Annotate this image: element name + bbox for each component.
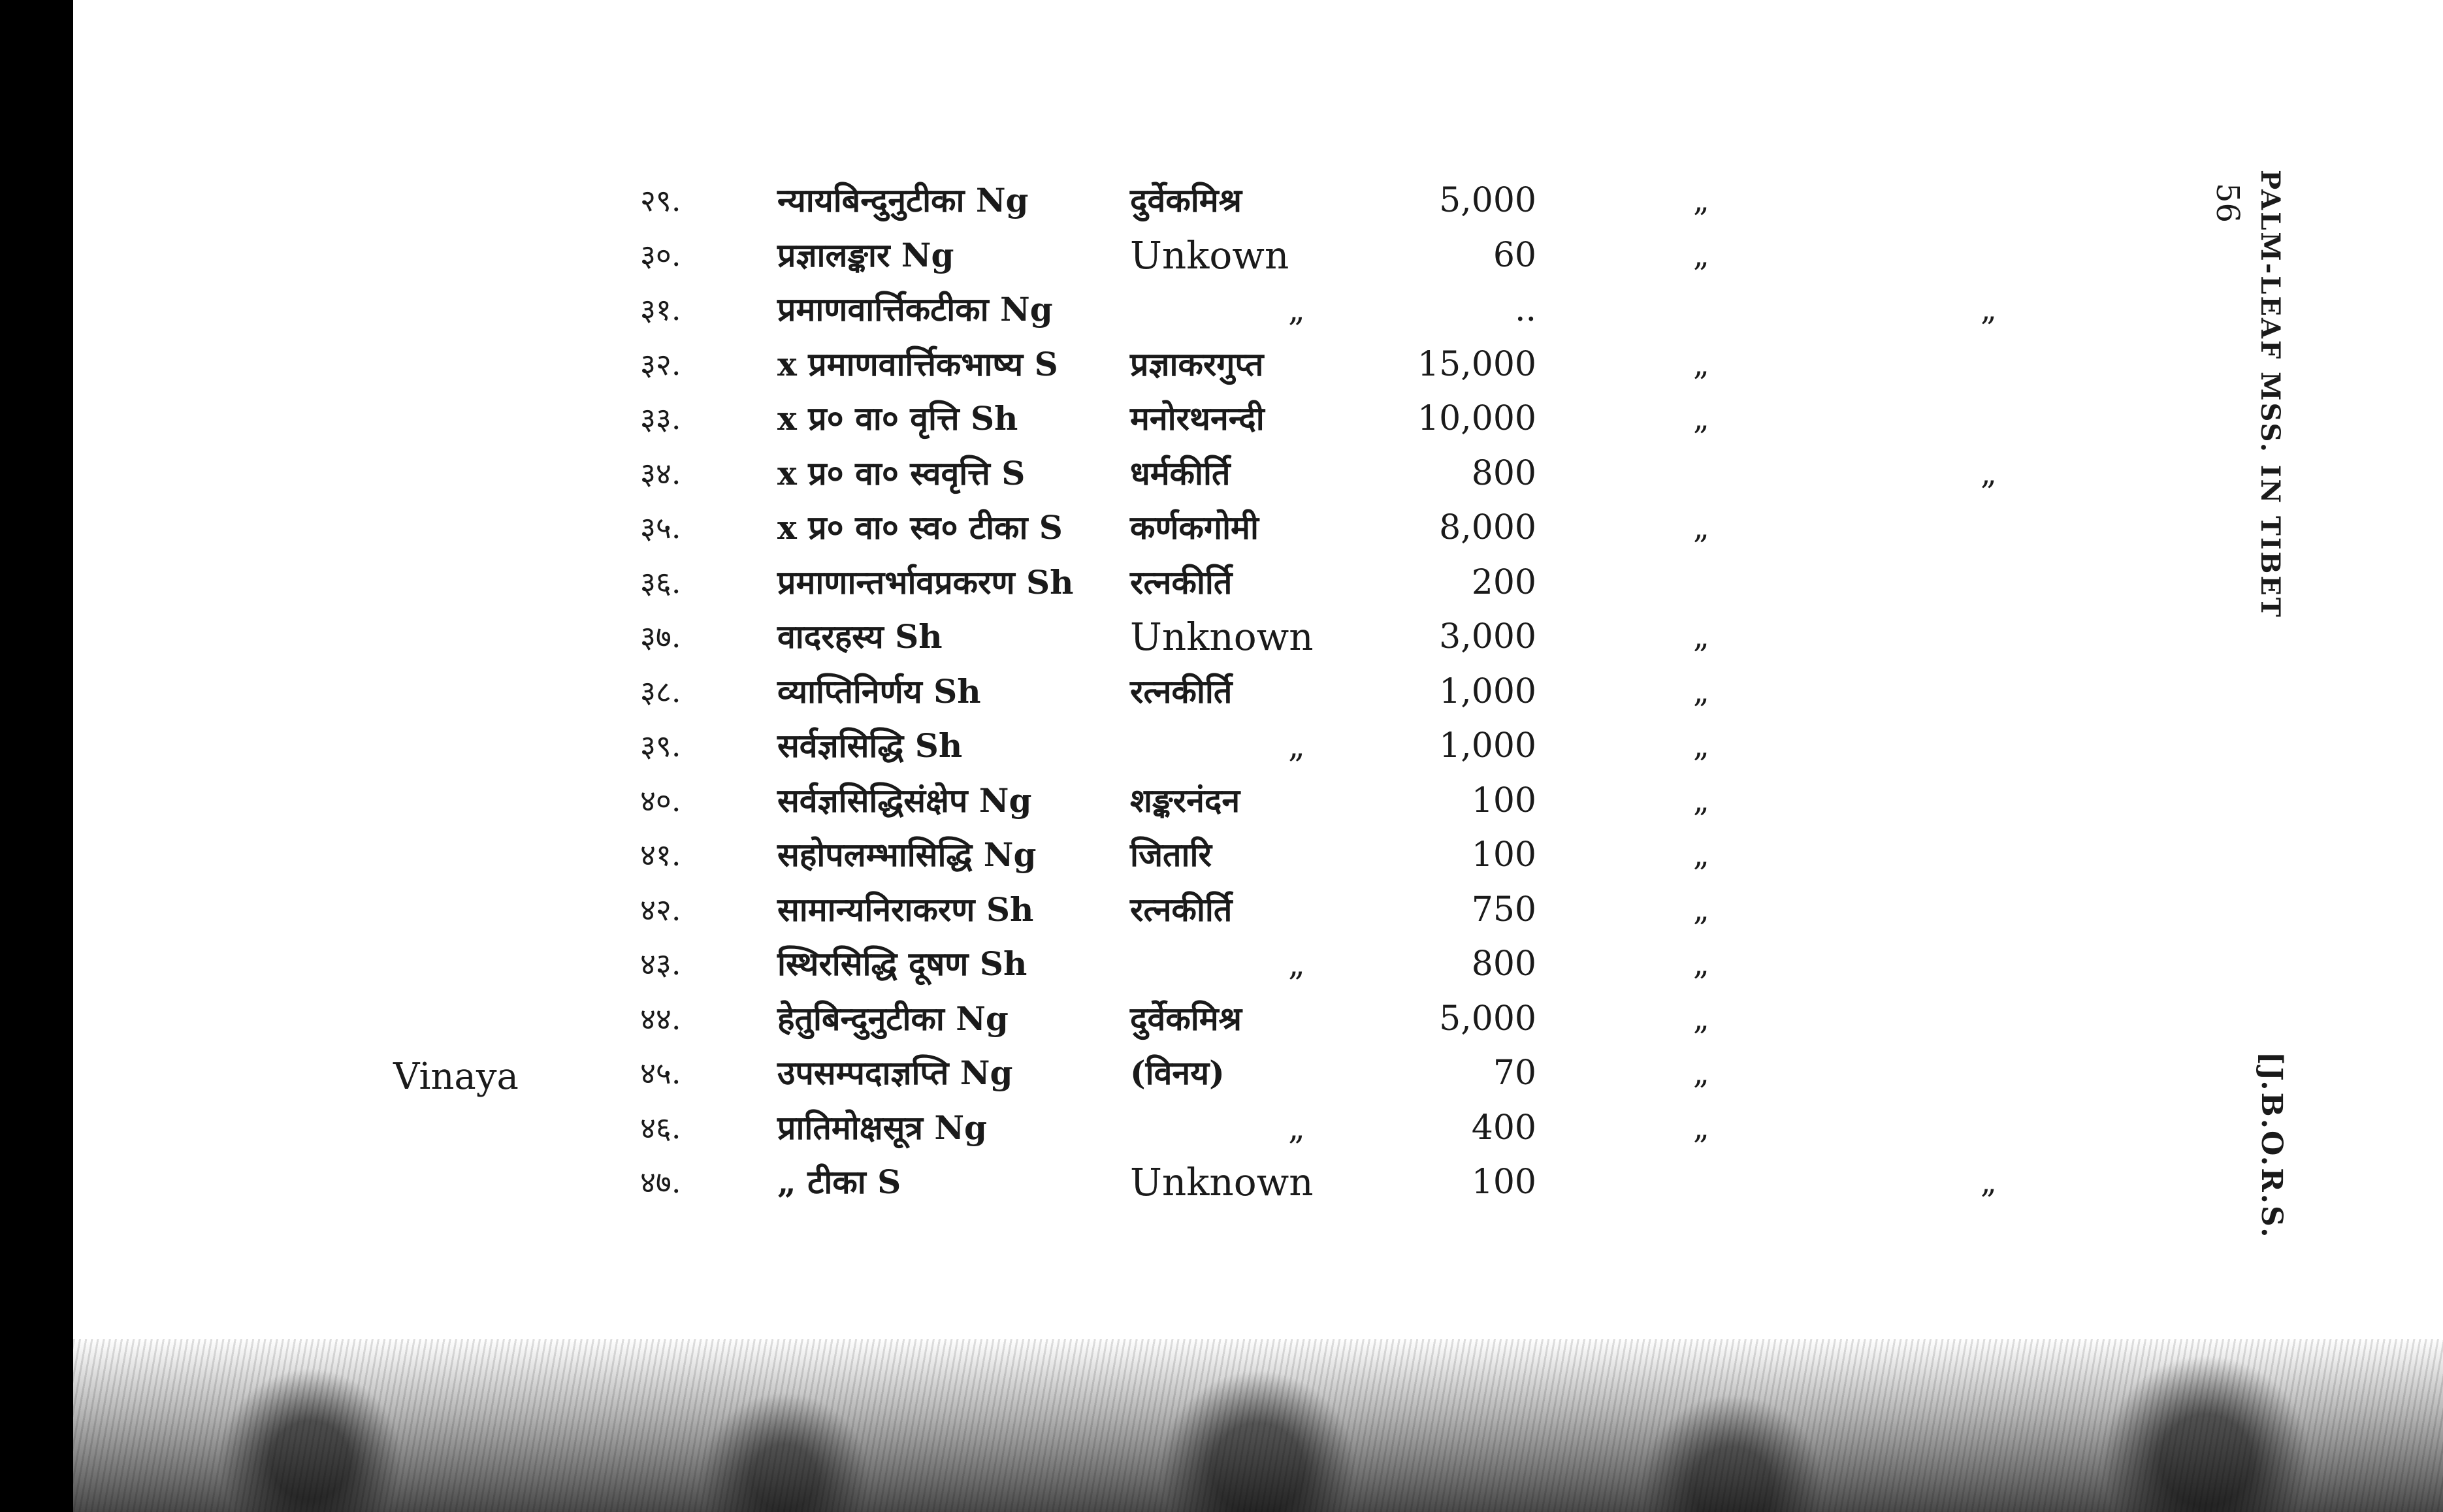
table-row: [73, 937, 2033, 991]
table-row: [73, 609, 2033, 664]
author-name: Unkown: [1130, 233, 1289, 278]
ditto-mark-a: „: [1693, 1109, 1709, 1146]
author-name: जितारि: [1130, 835, 1212, 874]
table-row: [73, 664, 2033, 719]
entry-number: ३५.: [640, 510, 681, 545]
entry-number: ३६.: [640, 564, 681, 600]
table-row: [73, 1101, 2033, 1155]
document-page: [73, 0, 2443, 1512]
entry-number: ४७.: [640, 1165, 681, 1200]
author-name: „: [1288, 945, 1305, 983]
table-row: [73, 991, 2033, 1046]
entry-number: ३९.: [640, 728, 681, 764]
work-title: „ टीका S: [777, 1163, 901, 1201]
entry-number: ४३.: [640, 946, 681, 982]
entry-number: २९.: [640, 183, 681, 218]
author-name: दुर्वेकमिश्र: [1130, 999, 1242, 1038]
table-row: [73, 500, 2033, 555]
work-title: सहोपलम्भासिद्धि Ng: [777, 835, 1037, 874]
author-name: रत्नकीर्ति: [1130, 562, 1233, 602]
verse-count: 400: [1471, 1108, 1536, 1148]
work-title: प्रमाणवार्त्तिकटीका Ng: [777, 290, 1053, 329]
work-title: व्याप्तिनिर्णय Sh: [777, 671, 981, 711]
author-name: Unknown: [1130, 1160, 1314, 1204]
table-row: [73, 391, 2033, 446]
table-row: [73, 718, 2033, 773]
work-title: उपसम्पदाज्ञप्ति Ng: [777, 1054, 1013, 1092]
entry-number: ४४.: [640, 1001, 681, 1037]
scan-edge-shadow: [0, 0, 73, 1512]
ditto-mark-b: „: [1981, 455, 1997, 492]
author-name: मनोरथनन्दी: [1130, 399, 1265, 438]
verse-count: 10,000: [1417, 399, 1536, 438]
verse-count: 5,000: [1439, 181, 1536, 220]
author-name: रत्नकीर्ति: [1130, 671, 1233, 711]
verse-count: 1,000: [1439, 671, 1536, 711]
work-title: x प्रमाणवार्त्तिकभाष्य S: [777, 344, 1058, 383]
author-name: कर्णकगोमी: [1130, 508, 1259, 547]
verse-count: 5,000: [1439, 999, 1536, 1038]
table-row: [73, 828, 2033, 882]
verse-count: 8,000: [1439, 508, 1536, 547]
ditto-mark-a: „: [1693, 782, 1709, 819]
table-row: [73, 1046, 2033, 1101]
table-row: [73, 337, 2033, 392]
verse-count: 750: [1471, 890, 1536, 929]
ditto-mark-a: „: [1693, 509, 1709, 546]
ditto-mark-a: „: [1693, 728, 1709, 764]
table-row: [73, 555, 2033, 610]
author-name: (विनय): [1130, 1054, 1225, 1092]
verse-count: 100: [1471, 835, 1536, 875]
verse-count: 200: [1471, 562, 1536, 602]
entry-number: ३७.: [640, 619, 681, 654]
author-name: प्रज्ञाकरगुप्त: [1130, 344, 1264, 383]
verse-count: 70: [1493, 1054, 1536, 1093]
verse-count: 800: [1471, 453, 1536, 493]
work-title: सामान्यनिराकरण Sh: [777, 890, 1034, 929]
work-title: सर्वज्ञसिद्धिसंक्षेप Ng: [777, 780, 1032, 820]
work-title: सर्वज्ञसिद्धि Sh: [777, 726, 963, 765]
author-name: शङ्करनंदन: [1130, 780, 1240, 820]
verse-count: 3,000: [1439, 617, 1536, 656]
ditto-mark-a: „: [1693, 837, 1709, 873]
ditto-mark-a: „: [1693, 182, 1709, 219]
entry-number: ३२.: [640, 346, 681, 382]
entry-number: ४६.: [640, 1110, 681, 1146]
ditto-mark-a: „: [1693, 673, 1709, 710]
work-title: प्रमाणान्तर्भावप्रकरण Sh: [777, 562, 1074, 602]
ditto-mark-a: „: [1693, 891, 1709, 928]
ditto-mark-a: „: [1693, 1000, 1709, 1037]
verse-count: 800: [1471, 944, 1536, 984]
author-name: धर्मकीर्ति: [1130, 453, 1231, 492]
verse-count: ..: [1514, 290, 1536, 329]
ditto-mark-b: „: [1981, 291, 1997, 328]
table-row: [73, 1155, 2033, 1210]
author-name: Unknown: [1130, 615, 1314, 659]
work-title: प्रज्ञालङ्कार Ng: [777, 235, 954, 274]
ditto-mark-a: „: [1693, 236, 1709, 274]
author-name: „: [1288, 291, 1305, 329]
verse-count: 100: [1471, 780, 1536, 820]
entry-number: ४१.: [640, 837, 681, 873]
page-number: 56: [2209, 183, 2246, 223]
ditto-mark-a: „: [1693, 400, 1709, 437]
table-row: [73, 882, 2033, 937]
journal-abbreviation: [J.B.O.R.S.: [2255, 1052, 2288, 1240]
verse-count: 60: [1493, 235, 1536, 275]
ditto-mark-a: „: [1693, 346, 1709, 383]
work-title: वादरहस्य Sh: [777, 617, 943, 656]
entry-number: ३३.: [640, 401, 681, 436]
work-title: प्रातिमोक्षसूत्र Ng: [777, 1108, 988, 1147]
entry-number: ३०.: [640, 237, 681, 273]
ditto-mark-a: „: [1693, 619, 1709, 655]
author-name: „: [1288, 727, 1305, 765]
author-name: „: [1288, 1108, 1305, 1147]
entry-number: ३८.: [640, 673, 681, 709]
work-title: x प्र० वा० वृत्ति Sh: [777, 399, 1018, 438]
work-title: स्थिरसिद्धि दूषण Sh: [777, 944, 1027, 983]
entry-number: ४२.: [640, 892, 681, 927]
work-title: न्यायबिन्दुनुटीका Ng: [777, 181, 1029, 219]
author-name: दुर्वेकमिश्र: [1130, 181, 1242, 219]
verse-count: 15,000: [1417, 344, 1536, 384]
author-name: रत्नकीर्ति: [1130, 890, 1233, 929]
table-row: [73, 446, 2033, 501]
work-title: x प्र० वा० स्व० टीका S: [777, 508, 1063, 547]
work-title: हेतुबिन्दुनुटीका Ng: [777, 999, 1009, 1038]
table-row: [73, 282, 2033, 337]
scan-bottom-noise: [73, 1339, 2443, 1512]
ditto-mark-a: „: [1693, 946, 1709, 982]
entry-number: ४५.: [640, 1055, 681, 1091]
table-row: [73, 173, 2033, 228]
ditto-mark-b: „: [1981, 1164, 1997, 1200]
section-label-vinaya: Vinaya: [393, 1055, 519, 1098]
table-row: [73, 773, 2033, 828]
work-title: x प्र० वा० स्ववृत्ति S: [777, 453, 1026, 492]
entry-number: ३४.: [640, 455, 681, 491]
table-row: [73, 228, 2033, 283]
ditto-mark-a: „: [1693, 1055, 1709, 1091]
entry-number: ३१.: [640, 292, 681, 327]
entry-number: ४०.: [640, 782, 681, 818]
verse-count: 100: [1471, 1163, 1536, 1202]
verse-count: 1,000: [1439, 726, 1536, 765]
running-title: PALM-LEAF MSS. IN TIBET: [2255, 170, 2286, 619]
